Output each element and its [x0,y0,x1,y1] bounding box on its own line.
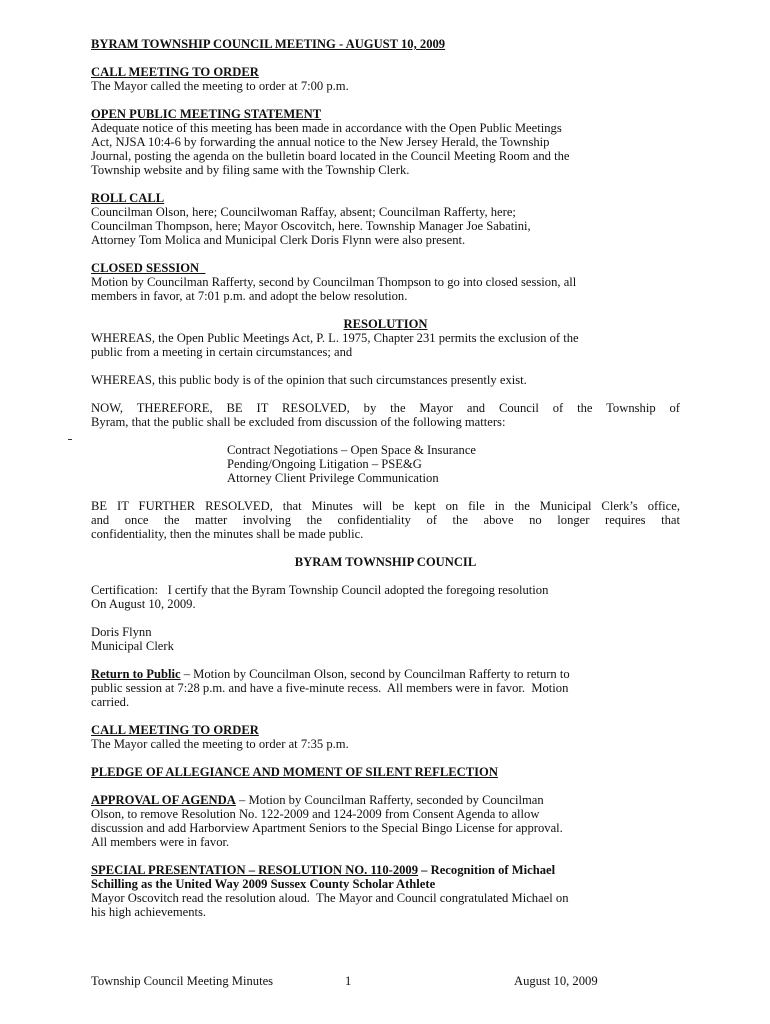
section-special-presentation [91,863,680,919]
paragraph-line: Attorney Tom Molica and Municipal Clerk Doris Flynn were also present. [91,233,466,247]
document-page [91,37,680,919]
paragraph-line: Journal, posting the agenda on the bulletin board located in the Council Meeting Room and the [91,149,570,163]
paragraph-line: NOW, THEREFORE, BE IT RESOLVED, by the Mayor and Council of the Township of [91,401,680,415]
paragraph-line: The Mayor called the meeting to order at 7:35 p.m. [91,737,349,751]
paragraph-line: and once the matter involving the confidentiality of the above no longer requires that [91,513,680,527]
section-roll-call [91,191,680,247]
paragraph-line: discussion and add Harborview Apartment Seniors to the Special Bingo License for approval. [91,821,563,835]
certification-line: On August 10, 2009. [91,597,196,611]
section-open-public-meeting [91,107,680,177]
section-approval-of-agenda [91,793,680,849]
paragraph-line: BE IT FURTHER RESOLVED, that Minutes will be kept on file in the Municipal Clerk’s office, [91,499,680,513]
signer-title: Municipal Clerk [91,639,174,653]
inline-heading: APPROVAL OF AGENDA [91,793,236,807]
section-call-to-order-2 [91,723,680,751]
section-resolution [91,317,680,653]
resolution-heading: RESOLUTION [343,317,428,331]
paragraph-line: members in favor, at 7:01 p.m. and adopt the below resolution. [91,289,408,303]
section-heading: CLOSED SESSION [91,261,206,275]
paragraph-line [91,793,680,807]
paragraph-line: Councilman Thompson, here; Mayor Oscovitch, here. Township Manager Joe Sabatini, [91,219,531,233]
section-heading-pledge: PLEDGE OF ALLEGIANCE AND MOMENT OF SILENT REFLECTION [91,765,498,779]
paragraph-line: The Mayor called the meeting to order at 7:00 p.m. [91,79,349,93]
paragraph-line: confidentiality, then the minutes shall be made public. [91,527,364,541]
inline-text: – Motion by Councilman Rafferty, seconded by Councilman [235,793,544,807]
paragraph-line: public session at 7:28 p.m. and have a five-minute recess. All members were in favor. Motion [91,681,569,695]
paragraph-line: WHEREAS, this public body is of the opinion that such circumstances presently exist. [91,373,527,387]
section-heading: CALL MEETING TO ORDER [91,65,259,79]
signer-name: Doris Flynn [91,625,152,639]
paragraph-line [91,863,680,877]
section-return-to-public [91,667,680,709]
section-call-to-order-1 [91,65,680,93]
paragraph-line: Mayor Oscovitch read the resolution aloud. The Mayor and Council congratulated Michael on [91,891,569,905]
paragraph-line: public from a meeting in certain circumstances; and [91,345,353,359]
section-heading: CALL MEETING TO ORDER [91,723,259,737]
paragraph-line: Adequate notice of this meeting has been made in accordance with the Open Public Meetings [91,121,562,135]
paragraph-line [91,667,680,681]
document-title: BYRAM TOWNSHIP COUNCIL MEETING - AUGUST 10, 2009 [91,37,446,51]
paragraph-line: Motion by Councilman Rafferty, second by Councilman Thompson to go into closed session, all [91,275,577,289]
margin-mark [68,439,72,440]
certification-line: Certification: I certify that the Byram Township Council adopted the foregoing resolution [91,583,549,597]
council-heading: BYRAM TOWNSHIP COUNCIL [294,555,477,569]
footer-date: August 10, 2009 [514,974,598,988]
matter-item: Contract Negotiations – Open Space & Insurance [227,443,477,457]
paragraph-line: Township website and by filing same with the Township Clerk. [91,163,410,177]
paragraph-line: Olson, to remove Resolution No. 122-2009 and 124-2009 from Consent Agenda to allow [91,807,540,821]
paragraph-line: WHEREAS, the Open Public Meetings Act, P. L. 1975, Chapter 231 permits the exclusion of the [91,331,579,345]
section-closed-session [91,261,680,303]
matter-item: Attorney Client Privilege Communication [227,471,439,485]
paragraph-line: Act, NJSA 10:4-6 by forwarding the annual notice to the New Jersey Herald, the Township [91,135,550,149]
paragraph-line: carried. [91,695,130,709]
footer-page-number: 1 [345,974,352,988]
paragraph-line: Byram, that the public shall be excluded from discussion of the following matters: [91,415,506,429]
paragraph-line: Councilman Olson, here; Councilwoman Raffay, absent; Councilman Rafferty, here; [91,205,516,219]
matter-item: Pending/Ongoing Litigation – PSE&G [227,457,422,471]
inline-heading: SPECIAL PRESENTATION – RESOLUTION NO. 110-2009 [91,863,419,877]
section-heading: OPEN PUBLIC MEETING STATEMENT [91,107,322,121]
section-heading: ROLL CALL [91,191,165,205]
inline-text: – Motion by Councilman Olson, second by Councilman Rafferty to return to [180,667,570,681]
paragraph-line: Schilling as the United Way 2009 Sussex County Scholar Athlete [91,877,436,891]
inline-heading: Return to Public [91,667,181,681]
paragraph-line: his high achievements. [91,905,207,919]
inline-text: – Recognition of Michael [418,863,556,877]
page-footer [91,974,680,988]
footer-document-name: Township Council Meeting Minutes [91,974,274,988]
paragraph-line: All members were in favor. [91,835,230,849]
